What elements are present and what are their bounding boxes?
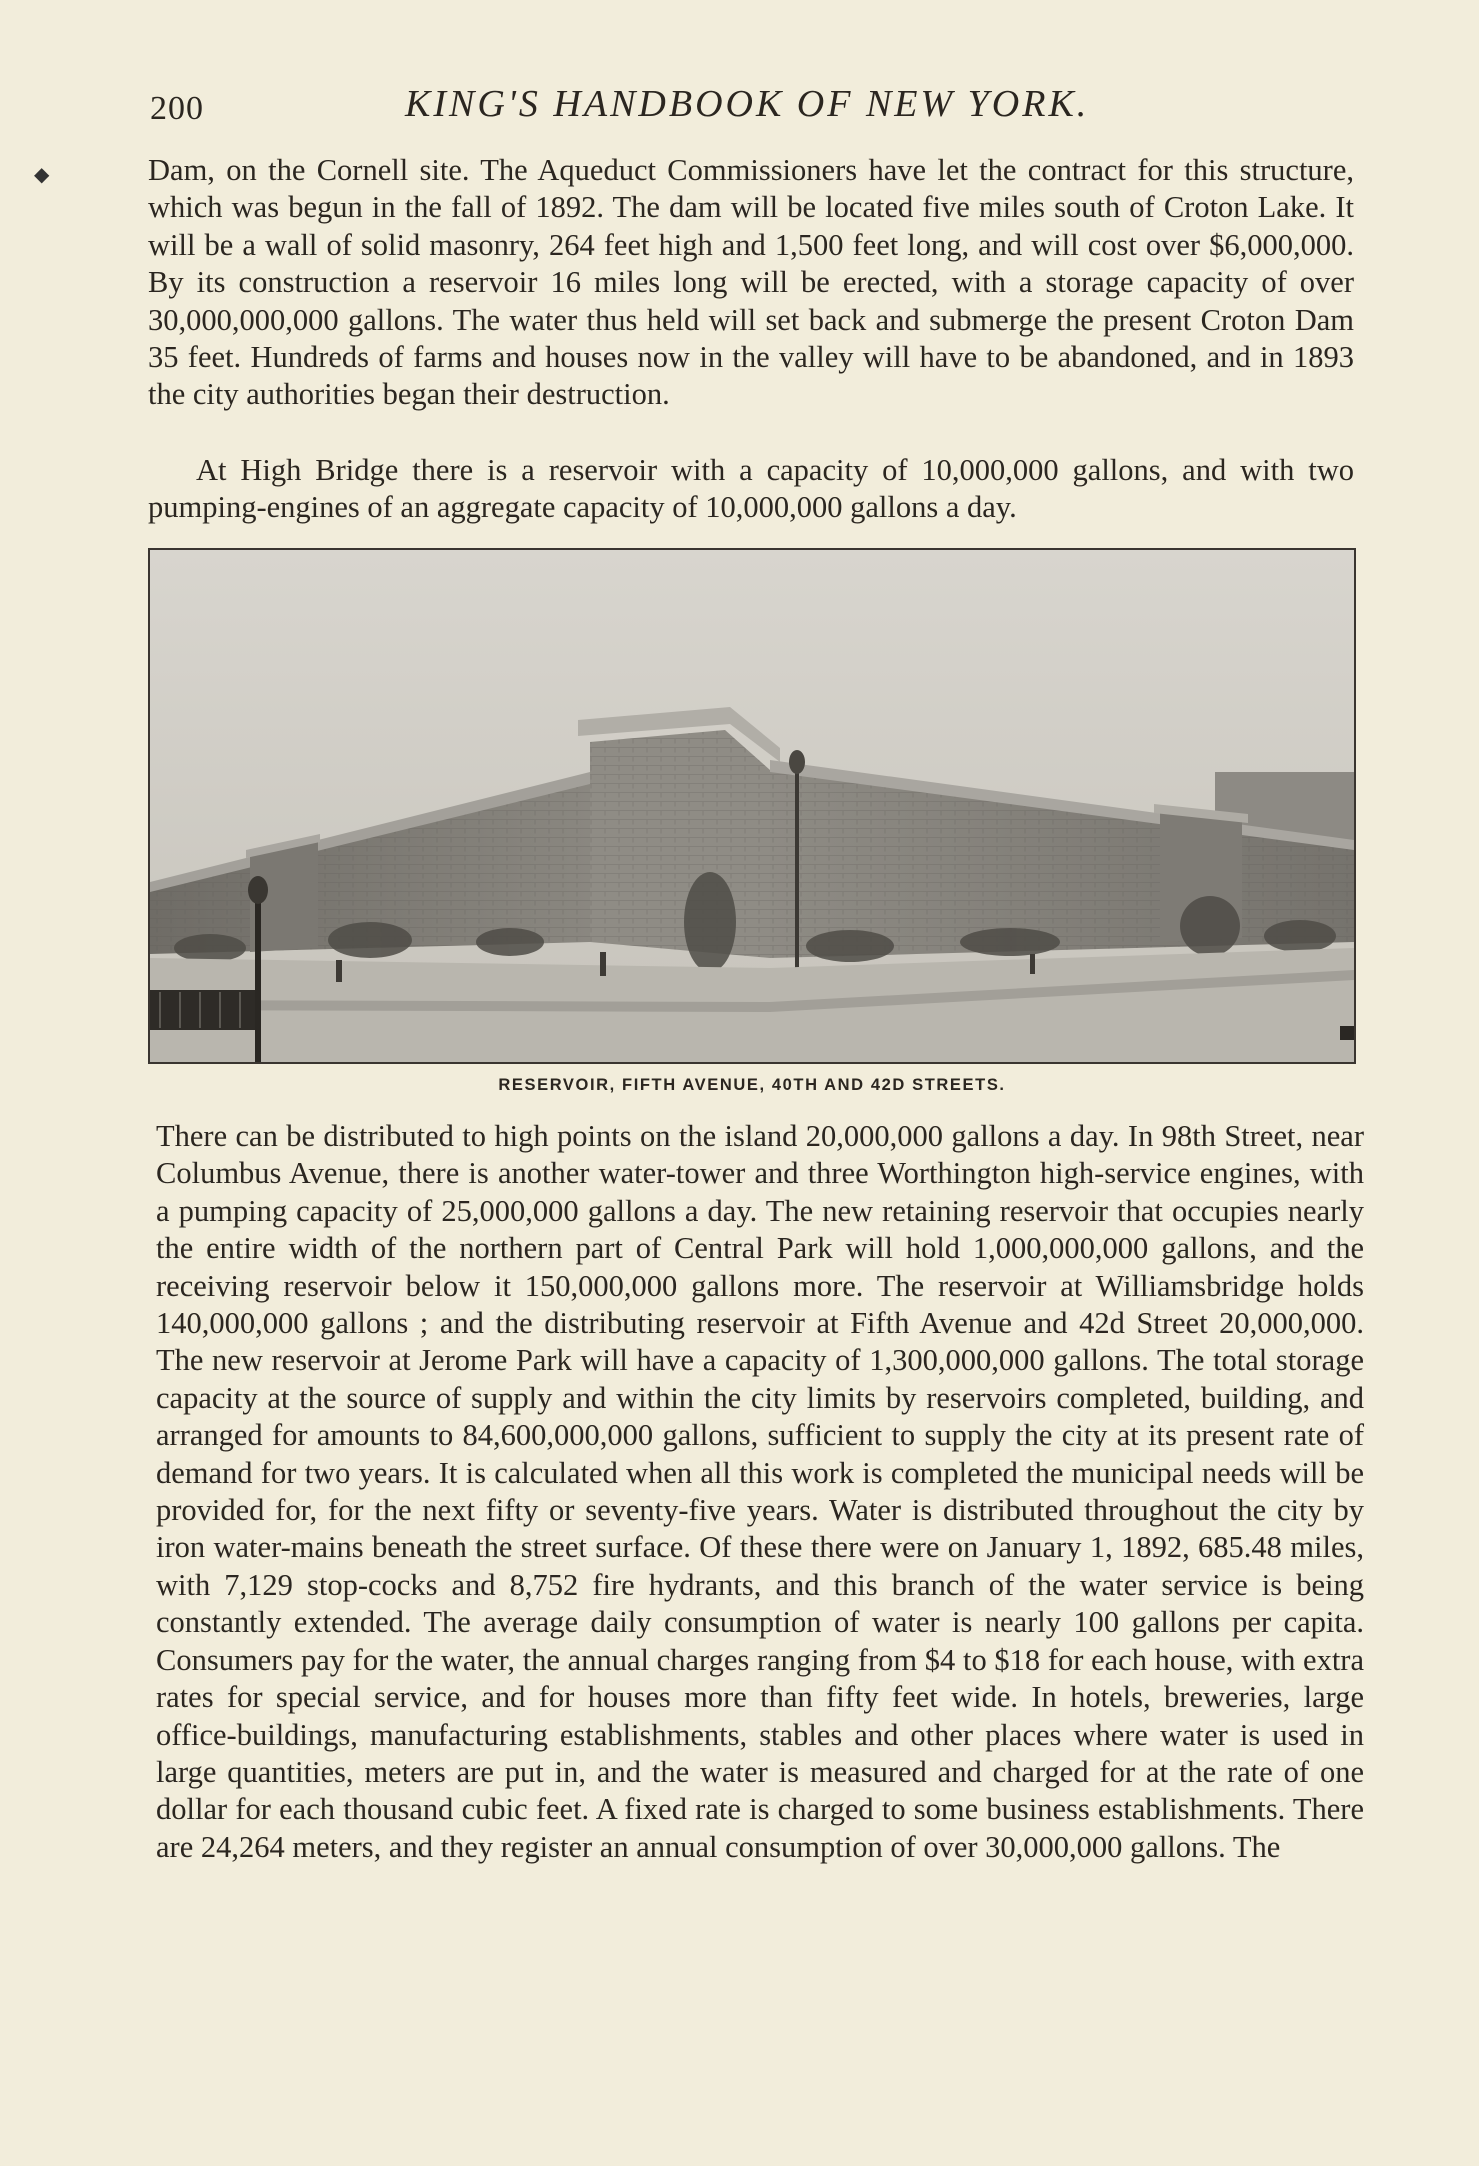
figure-caption: RESERVOIR, FIFTH AVENUE, 40TH AND 42D STREETS. <box>498 1076 1006 1094</box>
page-number: 200 <box>150 90 204 127</box>
paragraph-croton-dam: Dam, on the Cornell site. The Aqueduct Commissioners have let the contract for this structure, which was begun in the fall of 1892. The dam will be located five miles south of Croton Lake. It will be a wall of solid masonry, 264 feet high and 1,500 feet long, and will cost over $6,000,000. By its construction a reservoir 16 miles long will be erected, with a storage capacity of over 30,000,000,000 gallons. The water thus held will set back and submerge the present Croton Dam 35 feet. Hundreds of farms and houses now in the valley will have to be abandoned, and in 1893 the city authorities began their destruction. <box>148 153 1354 412</box>
reservoir-photo <box>150 550 1354 1062</box>
reservoir-illustration <box>148 548 1356 1064</box>
margin-mark: ◆ <box>34 164 50 186</box>
page-header <box>150 78 1150 128</box>
running-title: KING'S HANDBOOK OF NEW YORK. <box>405 83 1090 125</box>
paragraph-high-bridge: At High Bridge there is a reservoir with a capacity of 10,000,000 gallons, and with two pumping-engines of an aggregate capacity of 10,000,000 gallons a day. <box>148 453 1354 525</box>
paragraph-distribution: There can be distributed to high points on the island 20,000,000 gallons a day. In 98th Street, near Columbus Avenue, there is another water-tower and three Worthington high-service engines, with a pumping capacity of 25,000,000 gallons a day. The new retaining reservoir that occupies nearly the entire width of the northern part of Central Park will hold 1,000,000,000 gallons, and the receiving reservoir below it 150,000,000 gallons more. The reservoir at Williamsbridge holds 140,000,000 gallons ; and the distributing reservoir at Fifth Avenue and 42d Street 20,000,000. The new reservoir at Jerome Park will have a capacity of 1,300,000,000 gallons. The total storage capacity at the source of supply and within the city limits by reservoirs completed, building, and arranged for amounts to 84,600,000,000 gallons, sufficient to supply the city at its present rate of demand for two years. It is calculated when all this work is completed the municipal needs will be provided for, for the next fifty or seventy-five years. Water is distributed throughout the city by iron water-mains beneath the street surface. Of these there were on January 1, 1892, 685.48 miles, with 7,129 stop-cocks and 8,752 fire hydrants, and this branch of the water service is being constantly extended. The average daily consumption of water is nearly 100 gallons per capita. Consumers pay for the water, the annual charges ranging from $4 to $18 for each house, with extra rates for special service, and for houses more than fifty feet wide. In hotels, breweries, large office-buildings, manufacturing establishments, stables and other places where water is used in large quantities, meters are put in, and the water is measured and charged for at the rate of one dollar for each thousand cubic feet. A fixed rate is charged to some business establishments. There are 24,264 meters, and they register an annual consumption of over 30,000,000 gallons. The <box>156 1119 1364 1864</box>
